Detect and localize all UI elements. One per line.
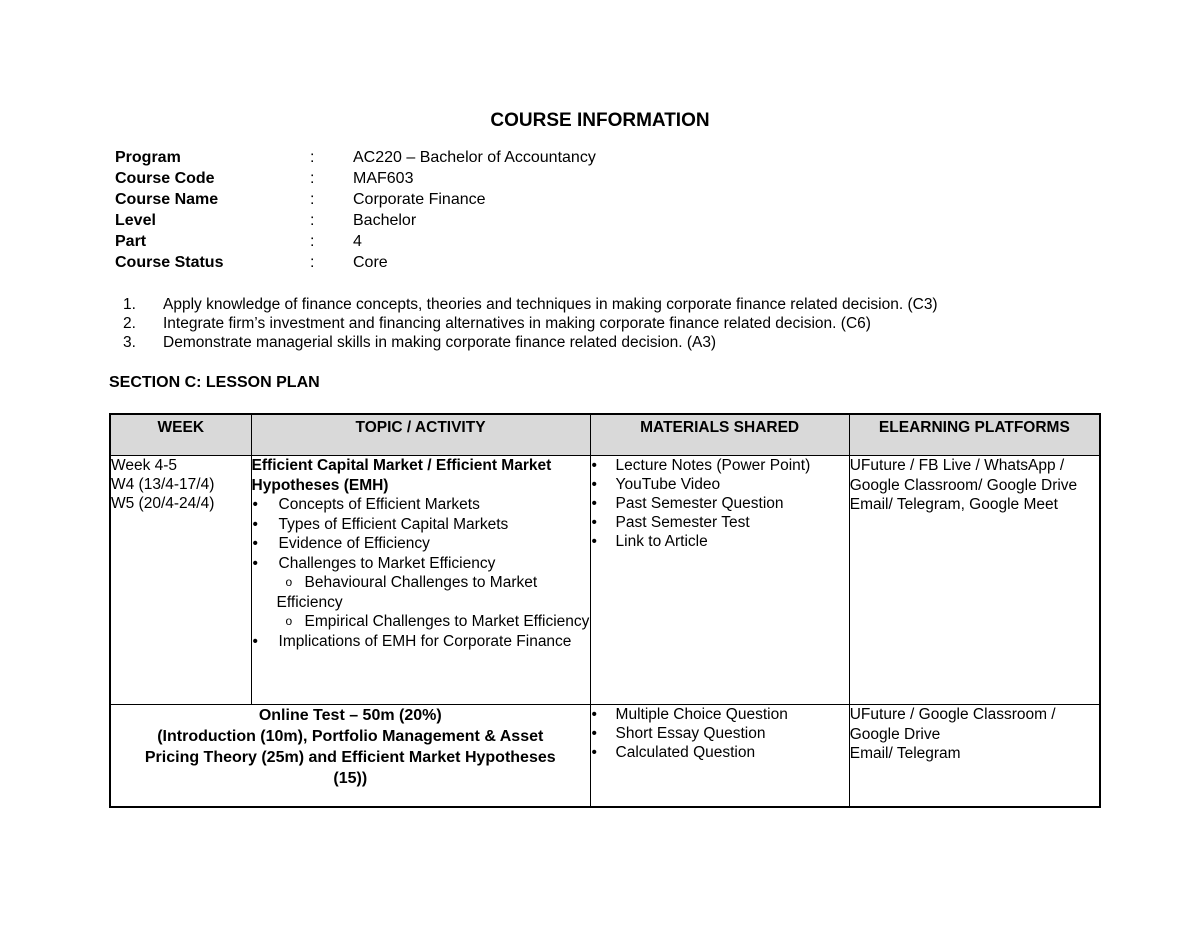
- outcome-number: 2.: [123, 314, 136, 332]
- table-row: [110, 456, 1100, 705]
- platforms-cell: [849, 705, 1100, 808]
- info-colon: :: [310, 190, 315, 208]
- info-row-course-status: [115, 252, 753, 273]
- header-materials: MATERIALS SHARED: [590, 414, 849, 456]
- list-item: • Evidence of Efficiency: [252, 534, 590, 554]
- outcome-text: Demonstrate managerial skills in making corporate finance related decision. (A3): [163, 333, 717, 351]
- list-item: • Concepts of Efficient Markets: [252, 495, 590, 515]
- course-info: [115, 147, 753, 273]
- table-row: [110, 705, 1100, 808]
- info-colon: :: [310, 169, 315, 187]
- week-line: W5 (20/4-24/4): [111, 495, 215, 512]
- topic-title: Efficient Capital Market / Efficient Market Hypotheses (EMH): [251, 457, 552, 494]
- info-label: Program: [115, 148, 181, 166]
- course-outcomes-list: [123, 295, 938, 352]
- table-header-row: [110, 414, 1100, 456]
- sub-list-item: [252, 573, 590, 612]
- info-label: Part: [115, 232, 147, 250]
- info-value: Bachelor: [353, 211, 417, 229]
- info-colon: :: [310, 253, 315, 271]
- list-item: • Challenges to Market Efficiency: [252, 554, 590, 574]
- materials-list: [591, 456, 849, 551]
- info-value: 4: [353, 232, 362, 250]
- materials-list: [591, 705, 849, 762]
- list-item: • Types of Efficient Capital Markets: [252, 515, 590, 535]
- list-item: • Calculated Question: [591, 743, 849, 762]
- topic-cell: [251, 456, 590, 705]
- info-value: Core: [353, 253, 388, 271]
- platform-text: Email/ Telegram: [849, 745, 961, 762]
- info-value: Corporate Finance: [353, 190, 486, 208]
- materials-cell: [590, 456, 849, 705]
- list-item: • Lecture Notes (Power Point): [591, 456, 849, 475]
- outcome-text: Apply knowledge of finance concepts, theories and techniques in making corporate finance related decision. (C3): [163, 295, 938, 313]
- outcome-item: [123, 314, 938, 333]
- list-item: • Implications of EMH for Corporate Finance: [252, 632, 590, 652]
- info-colon: :: [310, 232, 315, 250]
- platform-text: UFuture / Google Classroom / Google Drive: [849, 706, 1056, 743]
- online-test-cell: [110, 705, 590, 808]
- test-title: Online Test – 50m (20%): [258, 707, 442, 724]
- info-label: Course Name: [115, 190, 219, 208]
- info-colon: :: [310, 211, 315, 229]
- header-topic: TOPIC / ACTIVITY: [251, 414, 590, 456]
- page-title: COURSE INFORMATION: [490, 110, 710, 131]
- header-platforms: ELEARNING PLATFORMS: [849, 414, 1100, 456]
- info-row-program: [115, 147, 753, 168]
- sub-list-text: o Empirical Challenges to Market Efficiency: [304, 613, 590, 630]
- sub-list-text: o Behavioural Challenges to Market Efficiency: [276, 574, 538, 611]
- week-cell: [110, 456, 251, 705]
- outcome-item: [123, 295, 938, 314]
- info-value: MAF603: [353, 169, 414, 187]
- list-item: • Multiple Choice Question: [591, 705, 849, 724]
- info-value: AC220 – Bachelor of Accountancy: [353, 148, 596, 166]
- outcome-number: 3.: [123, 333, 136, 351]
- outcome-text: Integrate firm’s investment and financing alternatives in making corporate finance related decision. (C6): [163, 314, 871, 332]
- info-label: Course Status: [115, 253, 224, 271]
- platform-text: UFuture / FB Live / WhatsApp / Google Classroom/ Google Drive: [849, 457, 1078, 494]
- list-item: • Link to Article: [591, 532, 849, 551]
- materials-cell: [590, 705, 849, 808]
- outcome-item: [123, 333, 938, 352]
- platform-text: Email/ Telegram, Google Meet: [849, 496, 1058, 513]
- info-row-course-code: [115, 168, 753, 189]
- topic-list: [252, 495, 590, 651]
- info-row-part: [115, 231, 753, 252]
- header-week: WEEK: [110, 414, 251, 456]
- section-title: SECTION C: LESSON PLAN: [109, 374, 320, 391]
- info-label: Level: [115, 211, 156, 229]
- lesson-plan-table: [109, 413, 1101, 808]
- week-line: Week 4-5: [111, 457, 178, 474]
- info-label: Course Code: [115, 169, 215, 187]
- list-item: • Past Semester Question: [591, 494, 849, 513]
- outcome-number: 1.: [123, 295, 136, 313]
- week-line: W4 (13/4-17/4): [111, 476, 215, 493]
- list-item: • YouTube Video: [591, 475, 849, 494]
- test-breakdown: (Introduction (10m), Portfolio Management & Asset Pricing Theory (25m) and Efficient Market Hypotheses (15)): [144, 728, 556, 787]
- info-row-level: [115, 210, 753, 231]
- list-item: • Past Semester Test: [591, 513, 849, 532]
- sub-list-item: [252, 612, 590, 632]
- platforms-cell: [849, 456, 1100, 705]
- info-colon: :: [310, 148, 315, 166]
- info-row-course-name: [115, 189, 753, 210]
- list-item: • Short Essay Question: [591, 724, 849, 743]
